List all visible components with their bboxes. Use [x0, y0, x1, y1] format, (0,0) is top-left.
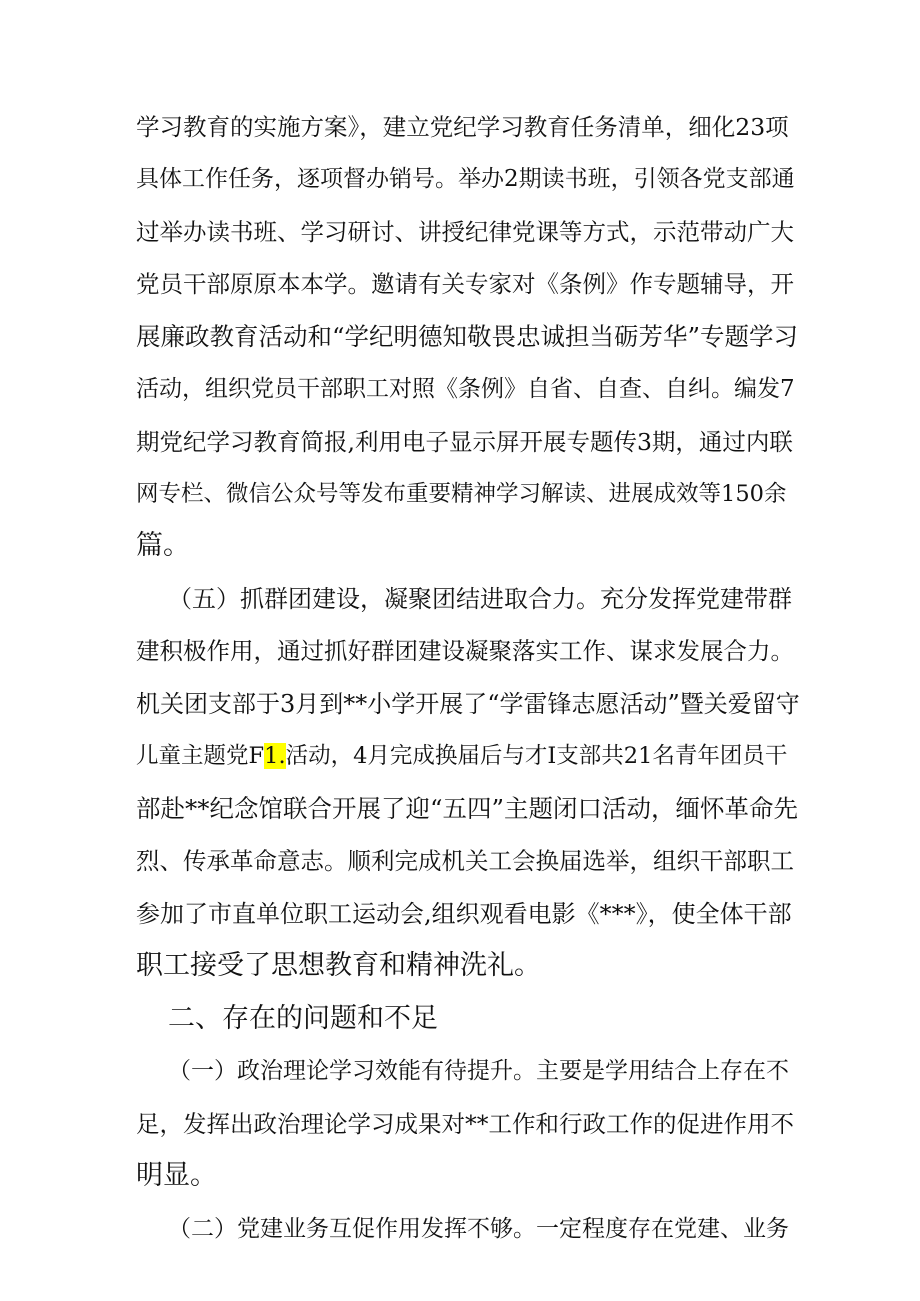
text-line: 明显。: [136, 1160, 217, 1191]
text-line: 期党纪学习教育简报,利用电子显示屏开展专题传3期，通过内联: [136, 428, 793, 456]
section-heading: 二、存在的问题和不足: [168, 1003, 438, 1034]
text-line: 过举办读书班、学习研讨、讲授纪律党课等方式，示范带动广大: [136, 218, 794, 246]
text-line: [136, 732, 787, 780]
text-line: 网专栏、微信公众号等发布重要精神学习解读、进展成效等150余: [136, 481, 787, 507]
text-line: 学习教育的实施方案》，建立党纪学习教育任务清单，细化23项: [136, 113, 789, 141]
text-line: （五）抓群团建设，凝聚团结进取合力。充分发挥党建带群: [168, 585, 792, 613]
text-line: （一）政治理论学习效能有待提升。主要是学用结合上存在不: [168, 1058, 789, 1084]
text-line: 活动，组织党员干部职工对照《条例》自省、自查、自纠。编发7: [136, 376, 795, 402]
highlighted-text: 1.: [264, 743, 286, 769]
text-line: （二）党建业务互促作用发挥不够。一定程度存在党建、业务: [168, 1216, 789, 1242]
text-line: 职工接受了思想教育和精神洗礼。: [136, 950, 541, 981]
text-line: 建积极作用，通过抓好群团建设凝聚落实工作、谋求发展合力。: [136, 637, 794, 665]
text-segment: 儿童主题党F: [136, 743, 265, 769]
text-line: 足，发挥出政治理论学习成果对**工作和行政工作的促进作用不: [136, 1110, 794, 1138]
text-line: 参加了市直单位职工运动会,组织观看电影《***》，使全体干部: [136, 900, 792, 928]
text-line: 烈、传承革命意志。顺利完成机关工会换届选举，组织干部职工: [136, 847, 794, 875]
text-line: 党员干部原原本本学。邀请有关专家对《条例》作专题辅导，开: [136, 270, 794, 298]
text-line: 机关团支部于3月到**小学开展了“学雷锋志愿活动”暨关爱留守: [136, 690, 800, 718]
text-line: 篇。: [136, 530, 190, 561]
text-line: 展廉政教育活动和“学纪明德知敬畏忠诚担当砺芳华”专题学习: [136, 322, 799, 351]
text-line: 具体工作任务，逐项督办销号。举办2期读书班，引领各党支部通: [136, 166, 795, 192]
text-line: 部赴**纪念馆联合开展了迎“五四”主题闭口活动，缅怀革命先: [136, 794, 799, 823]
text-segment: 活动，4月完成换届后与才I支部共21名青年团员干: [285, 743, 788, 769]
